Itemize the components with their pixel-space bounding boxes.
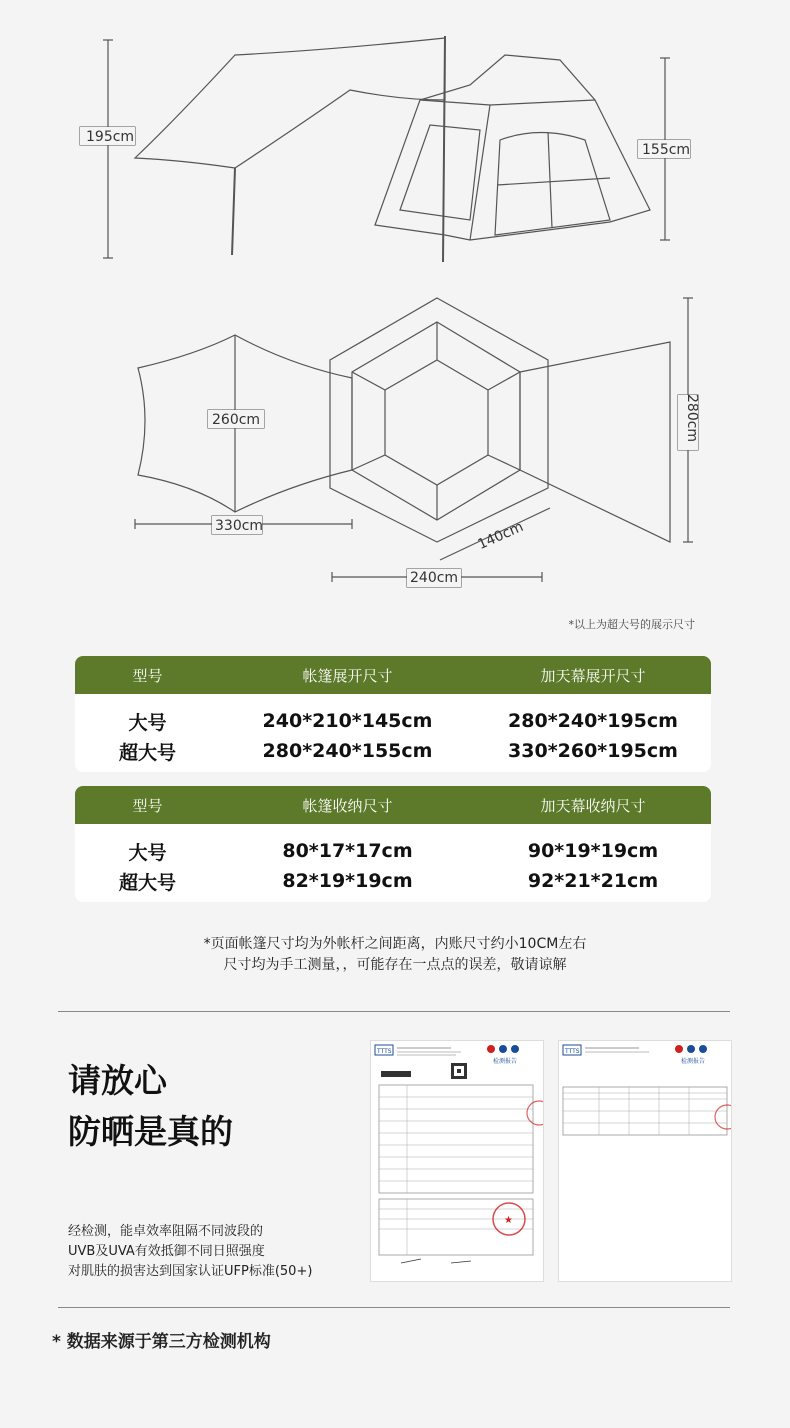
tarp-side	[135, 38, 445, 168]
cell-tent-size: 280*240*155cm	[262, 740, 433, 762]
header-tarp-open: 加天幕展开尺寸	[540, 666, 646, 685]
cell-model: 大号	[128, 841, 167, 864]
disclaimer-line: 尺寸均为手工测量，，可能存在一点点的误差，敬请谅解	[223, 957, 567, 973]
header-tarp-packed: 加天幕收纳尺寸	[540, 796, 646, 815]
measurement-disclaimer	[0, 934, 790, 976]
header-model: 型号	[132, 796, 163, 815]
heading-line: 请放心	[68, 1061, 167, 1100]
dim-label-155: 155cm	[642, 142, 691, 158]
divider	[58, 1011, 730, 1012]
cell-tent-size: 240*210*145cm	[262, 710, 433, 732]
table-row	[75, 866, 711, 896]
description-line: 对肌肤的损害达到国家认证UFP标准(50+)	[68, 1264, 313, 1279]
test-report-page-1	[370, 1040, 544, 1282]
tent-dimension-diagram	[0, 0, 790, 600]
dim-label-140: 140cm	[475, 518, 526, 554]
dim-label-240: 240cm	[410, 570, 459, 586]
table-header	[75, 656, 711, 694]
sun-protection-heading	[68, 1055, 233, 1157]
header-tent-open: 帐篷展开尺寸	[302, 666, 393, 685]
table-row	[75, 706, 711, 736]
cell-model: 超大号	[118, 741, 176, 764]
test-report-page-2	[558, 1040, 732, 1282]
svg-text:★: ★	[504, 1215, 513, 1226]
cell-tarp-size: 92*21*21cm	[527, 870, 659, 892]
report-page-graphic	[371, 1041, 543, 1281]
table-row	[75, 736, 711, 766]
cell-tarp-size: 90*19*19cm	[527, 840, 659, 862]
uv-test-description	[68, 1222, 312, 1282]
dim-label-280: 280cm	[684, 394, 700, 443]
cell-tent-size: 80*17*17cm	[282, 840, 413, 862]
heading-line: 防晒是真的	[68, 1112, 233, 1151]
cell-tent-size: 82*19*19cm	[282, 870, 413, 892]
report-title: 检测报告	[681, 1058, 706, 1065]
disclaimer-line: *页面帐篷尺寸均为外帐杆之间距离，内账尺寸约小10CM左右	[203, 936, 587, 952]
cell-model: 超大号	[118, 871, 176, 894]
dim-label-260: 260cm	[212, 412, 261, 428]
report-logo-text: TTTS	[565, 1048, 580, 1055]
open-size-table	[75, 656, 711, 772]
dim-label-195: 195cm	[86, 129, 135, 145]
report-logo-text: TTTS	[377, 1048, 392, 1055]
display-size-note: *以上为超大号的展示尺寸	[568, 618, 695, 631]
packed-size-table	[75, 786, 711, 902]
cell-tarp-size: 330*260*195cm	[508, 740, 678, 762]
header-tent-packed: 帐篷收纳尺寸	[302, 796, 393, 815]
cell-model: 大号	[128, 711, 167, 734]
header-model: 型号	[132, 666, 163, 685]
report-title: 检测报告	[493, 1058, 518, 1065]
table-row	[75, 836, 711, 866]
table-header	[75, 786, 711, 824]
report-page-graphic	[559, 1041, 731, 1281]
divider	[58, 1307, 730, 1308]
description-line: UVB及UVA有效抵御不同日照强度	[68, 1244, 265, 1259]
tent-footprint-outer	[330, 298, 548, 542]
data-source-note: * 数据来源于第三方检测机构	[52, 1332, 271, 1352]
dim-label-330: 330cm	[215, 518, 264, 534]
description-line: 经检测，能卓效率阻隔不同波段的	[68, 1224, 264, 1239]
cell-tarp-size: 280*240*195cm	[508, 710, 678, 732]
